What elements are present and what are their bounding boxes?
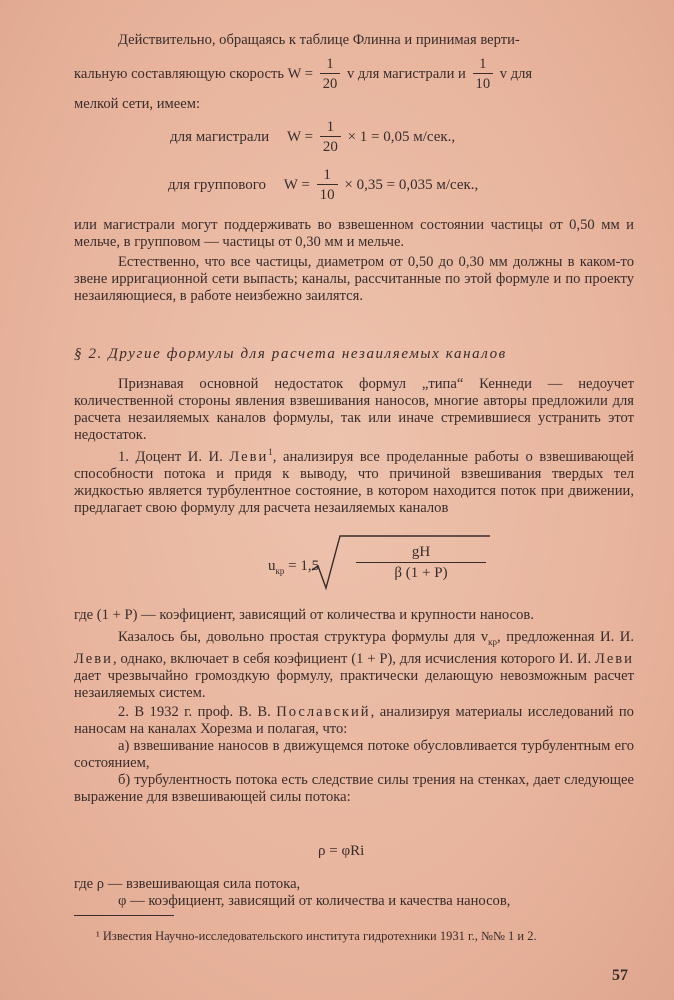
text-fragment: , анализируя все проделанные работы о взвешивающей способности потока и придя к выводу, что причиной взвешивания твердых тел жидкостью является турбулентное состояние, в котором находится поток при движении, предлагает свою формулу для расчета незаиляемых каналов: [74, 448, 634, 516]
paragraph: Естественно, что все частицы, диаметром от 0,50 до 0,30 мм должны в каком-то звене ирригационной сети выпасть; каналы, рассчитанные по этой формуле и по проекту незаиляющиеся, в работе неизбежно заилятся.: [74, 254, 634, 304]
formula-label: для магистрали: [170, 128, 270, 145]
paragraph: а) взвешивание наносов в движущемся потоке обусловливается турбулентным его состоянием,: [74, 737, 634, 771]
paragraph: или магистрали могут поддерживать во взвешенном состоянии частицы от 0,50 мм и мельче, в групповом — частицы от 0,30 мм и мельче.: [74, 217, 634, 250]
fraction: [473, 55, 494, 94]
section-heading: § 2. Другие формулы для расчета незаиляемых каналов: [74, 346, 507, 362]
formula-subscript: кр: [275, 566, 285, 576]
text-fragment: Казалось бы, довольно простая структура формулы для v: [118, 629, 489, 645]
formula-lhs: W =: [283, 176, 310, 193]
text-fragment: v для: [499, 65, 533, 82]
paragraph-block: [74, 607, 634, 806]
footnote: ¹ Известия Научно-исследовательского института гидротехники 1931 г., №№ 1 и 2.: [96, 929, 537, 943]
paragraph: б) турбулентность потока есть следствие силы трения на стенках, дает следующее выражение для взвешивающей силы потока:: [74, 771, 634, 805]
text-fragment: v для магистрали и: [346, 65, 466, 82]
text-fragment: , анализируя материалы исследований по наносам на каналах Хорезма и полагая, что:: [74, 703, 634, 737]
author-name: Леви: [74, 650, 113, 667]
text-fragment: кальную составляющую скорость W =: [74, 65, 314, 82]
fraction-denominator: 10: [475, 76, 491, 92]
fraction: [320, 55, 341, 94]
paragraph: [74, 629, 634, 702]
author-name: Леви: [229, 448, 269, 465]
paragraph-block: [74, 876, 634, 910]
radicand-fraction: [356, 542, 486, 583]
footnote-divider: [74, 915, 174, 916]
fraction-numerator: gH: [356, 542, 486, 563]
paragraph: где (1 + P) — коэфициент, зависящий от количества и крупности наносов.: [74, 607, 534, 623]
formula-poslavsky: ρ = φRi: [318, 843, 365, 859]
formula-coefficient: = 1,5: [288, 558, 320, 574]
paragraph: [74, 704, 634, 738]
paragraph: φ — коэфициент, зависящий от количества и качества наносов,: [118, 893, 511, 909]
fraction: [317, 166, 338, 205]
page-number: 57: [612, 967, 628, 984]
fraction-denominator: 20: [322, 139, 338, 155]
fraction-denominator: β (1 + P): [394, 565, 448, 581]
paragraph: [74, 444, 634, 517]
text-fragment: , предложенная И. И.: [497, 629, 634, 645]
text-line: мелкой сети, имеем:: [74, 96, 201, 112]
text-fragment: 2. В 1932 г. проф. В. В.: [118, 703, 271, 720]
text-fragment: дает чрезвычайно громоздкую формулу, практически делающую невозможным расчет незаиляемых систем.: [74, 667, 634, 701]
text-fragment: , однако, включает в себя коэфициент (1 + P), для исчисления которого И. И.: [112, 650, 592, 667]
formula-rhs: × 0,35 = 0,035 м/сек.,: [344, 176, 479, 193]
formula-lhs: W =: [286, 128, 314, 145]
footnote-marker: 1: [268, 447, 273, 457]
paragraph: Признавая основной недостаток формул „типа“ Кеннеди — недоучет количественной стороны явления взвешивания наносов, многие авторы предложили для расчета незаиляемых каналов формулы, так или иначе стремившиеся устранить этот недостаток.: [74, 376, 634, 443]
text-line: [74, 55, 634, 94]
subscript: кр: [488, 636, 498, 647]
paragraph-block: [74, 376, 634, 517]
fraction-numerator: 1: [320, 118, 341, 137]
fraction-numerator: 1: [320, 55, 341, 74]
paragraph-block: [74, 217, 634, 305]
paragraph-flinn: [74, 32, 634, 113]
author-name: Пославский: [276, 703, 371, 720]
formula-rhs: × 1 = 0,05 м/сек.,: [347, 128, 456, 145]
author-name: Леви: [595, 650, 634, 667]
text-line: Действительно, обращаясь к таблице Флинна и принимая верти-: [118, 32, 520, 48]
formula-label: для группового: [168, 176, 267, 193]
paragraph: где ρ — взвешивающая сила потока,: [74, 876, 301, 892]
fraction-denominator: 10: [319, 187, 335, 203]
fraction-numerator: 1: [317, 166, 338, 185]
formula-group: [168, 166, 478, 205]
fraction: [320, 118, 341, 157]
formula-symbol: u: [268, 558, 276, 574]
text-fragment: 1. Доцент И. И.: [118, 448, 223, 465]
fraction-numerator: 1: [473, 55, 494, 74]
formula-magistral: [170, 118, 455, 157]
fraction-denominator: 20: [322, 76, 338, 92]
